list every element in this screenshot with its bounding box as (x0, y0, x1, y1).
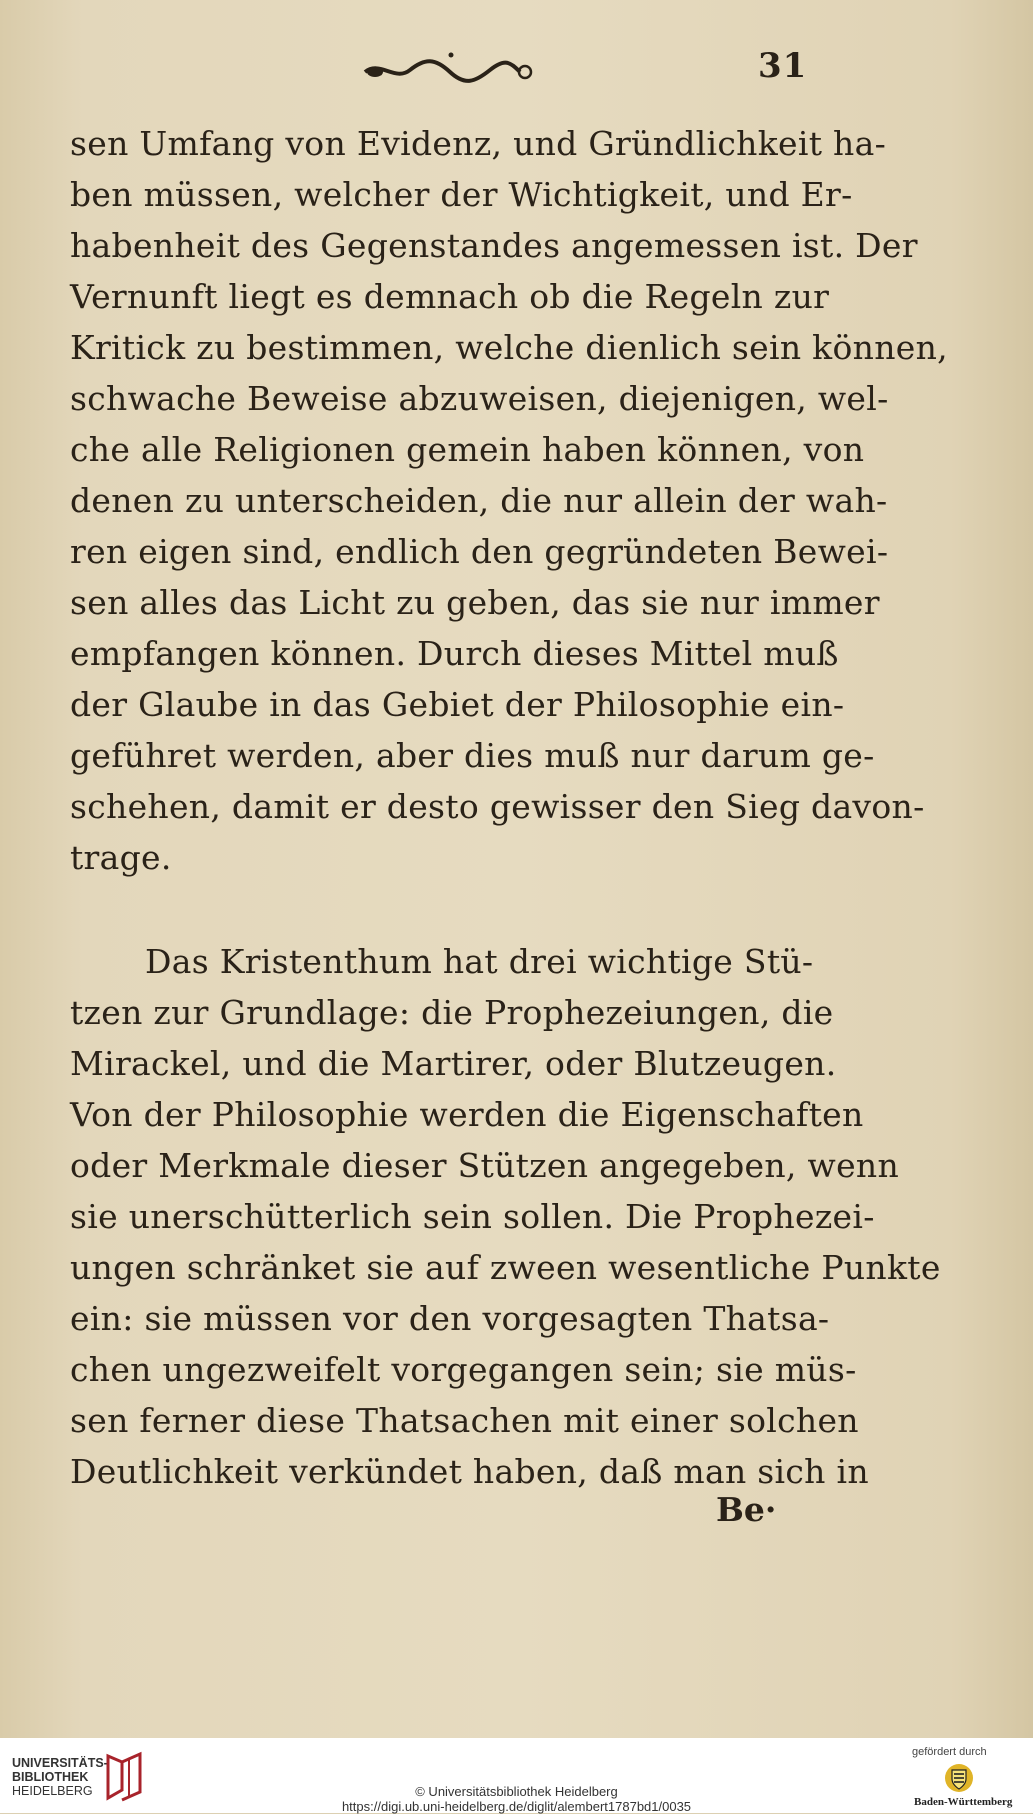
text-line: denen zu unterscheiden, die nur allein der wah- (70, 481, 888, 520)
text-line: chen ungezweifelt vorgegangen sein; sie müs- (70, 1350, 857, 1389)
text-line: sen Umfang von Evidenz, und Gründlichkeit ha- (70, 124, 887, 163)
text-line: ren eigen sind, endlich den gegründeten Bewei- (70, 532, 889, 571)
copyright-notice (0, 1784, 1033, 1814)
text-line: tzen zur Grundlage: die Prophezeiungen, die (70, 993, 834, 1032)
text-line: Kritick zu bestimmen, welche dienlich sein können, (70, 328, 948, 367)
library-name-line: HEIDELBERG (12, 1784, 93, 1798)
text-line: Von der Philosophie werden die Eigenschaften (70, 1095, 864, 1134)
catchword: Be· (716, 1490, 777, 1529)
text-line: che alle Religionen gemein haben können, von (70, 430, 865, 469)
text-line: habenheit des Gegenstandes angemessen ist. Der (70, 226, 918, 265)
footer-bar (0, 1738, 1033, 1813)
text-line: Mirackel, und die Martirer, oder Blutzeugen. (70, 1044, 837, 1083)
text-line: schehen, damit er desto gewisser den Sieg davon- (70, 787, 925, 826)
text-line: Das Kristenthum hat drei wichtige Stü- (145, 942, 814, 981)
text-line: sen alles das Licht zu geben, das sie nur immer (70, 583, 880, 622)
sponsor-label: gefördert durch (912, 1746, 987, 1758)
text-line: empfangen können. Durch dieses Mittel muß (70, 634, 839, 673)
text-line: ben müssen, welcher der Wichtigkeit, und Er- (70, 175, 853, 214)
text-line: ein: sie müssen vor den vorgesagten Thatsa- (70, 1299, 830, 1338)
sponsor-name: Baden-Württemberg (914, 1796, 1013, 1808)
library-name-line: UNIVERSITÄTS- (12, 1756, 108, 1770)
text-line: Vernunft liegt es demnach ob die Regeln zur (70, 277, 830, 316)
library-name-line: BIBLIOTHEK (12, 1770, 89, 1784)
copyright-text: © Universitätsbibliothek Heidelberg (415, 1784, 618, 1799)
text-line: schwache Beweise abzuweisen, diejenigen, wel- (70, 379, 889, 418)
text-line: ungen schränket sie auf zween wesentliche Punkte (70, 1248, 941, 1287)
text-line: sen ferner diese Thatsachen mit einer solchen (70, 1401, 859, 1440)
page-number: 31 (758, 46, 808, 86)
text-line: Deutlichkeit verkündet haben, daß man sich in (70, 1452, 869, 1491)
text-line: trage. (70, 838, 172, 877)
text-line: sie unerschütterlich sein sollen. Die Prophezei- (70, 1197, 875, 1236)
text-line: geführet werden, aber dies muß nur darum ge- (70, 736, 875, 775)
text-line: der Glaube in das Gebiet der Philosophie ein- (70, 685, 845, 724)
ornament-flourish-icon (355, 52, 535, 88)
source-url[interactable]: https://digi.ub.uni-heidelberg.de/diglit/alembert1787bd1/0035 (341, 1799, 692, 1814)
text-line: oder Merkmale dieser Stützen angegeben, wenn (70, 1146, 899, 1185)
coat-of-arms-icon (944, 1763, 974, 1793)
